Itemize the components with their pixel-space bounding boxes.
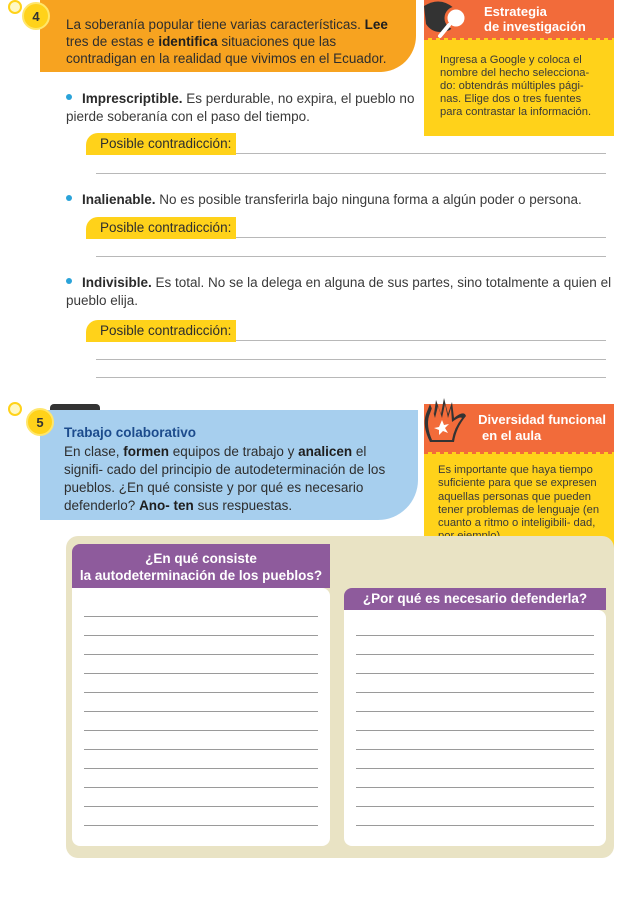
answer-line[interactable] [96,173,606,174]
answer-panel-2[interactable] [344,610,606,846]
writing-line [356,673,594,674]
question-2-header: ¿Por qué es necesario defenderla? [344,588,606,610]
instruction-verb: identifica [158,34,218,49]
answer-line[interactable] [236,340,606,341]
strategy-title-line1: Estrategia [484,4,547,19]
writing-line [84,654,318,655]
writing-line [84,673,318,674]
answer-line[interactable] [96,377,606,378]
answer-line[interactable] [236,237,606,238]
instruction-text: sus respuestas. [193,498,293,513]
instruction-text: La soberanía popular tiene varias características. [66,17,365,32]
question-1-header [72,544,330,588]
writing-line [356,749,594,750]
activity-4-number: 4 [22,2,50,30]
writing-line [84,787,318,788]
bullet-dot [66,94,72,100]
question-1-line2: la autodeterminación de los pueblos? [79,568,323,583]
list-item [66,191,614,209]
strategy-title-line2: de investigación [484,19,586,34]
hand-icon [420,396,470,446]
bullet-dot [66,278,72,284]
item-term: Indivisible. [82,275,152,290]
activity-5-instruction [40,410,418,520]
writing-line [84,825,318,826]
number-ring [8,0,22,14]
diversity-title-line1: Diversidad funcional [478,412,606,427]
writing-line [356,654,594,655]
strategy-body: Ingresa a Google y coloca el nombre del hecho selecciona- do: obtendrás múltiples pági- nas. Elige dos o tres fuentes para contrastar la información. [424,40,614,136]
writing-line [356,768,594,769]
activity-5-number: 5 [26,408,54,436]
writing-line [84,711,318,712]
answer-line[interactable] [96,256,606,257]
answer-line[interactable] [96,359,606,360]
instruction-verb: formen [123,444,170,459]
number-ring [8,402,22,416]
item-term: Imprescriptible. [82,91,183,106]
activity-5-title: Trabajo colaborativo [64,425,197,440]
writing-line [356,806,594,807]
item-text: Es perdurable, no expira, el pueblo no pierde soberanía con el paso del tiempo. [66,91,415,124]
instruction-text: el signifi- cado del principio de autodeterminación de los pueblos. ¿En qué consiste y por qué es necesario defenderlo? [64,444,386,513]
writing-line [356,730,594,731]
instruction-verb: analicen [298,444,353,459]
item-text: Es total. No se la delega en alguna de sus partes, sino totalmente a quien el pueblo elija. [66,275,612,308]
list-item [66,90,416,126]
instruction-text: equipos de trabajo y [169,444,299,459]
question-1-line1: ¿En qué consiste [145,551,257,566]
magnifier-icon [420,0,472,44]
instruction-verb: Ano- ten [139,498,194,513]
contradiction-label: Posible contradicción: [86,217,236,239]
writing-line [356,711,594,712]
writing-line [84,692,318,693]
bullet-dot [66,195,72,201]
activity-4-instruction [40,0,416,72]
answer-line[interactable] [236,153,606,154]
contradiction-label: Posible contradicción: [86,133,236,155]
writing-line [356,635,594,636]
writing-line [84,730,318,731]
item-term: Inalienable. [82,192,156,207]
writing-line [356,825,594,826]
answer-panel-1[interactable] [72,588,330,846]
list-item [66,274,614,310]
writing-line [356,787,594,788]
item-text: No es posible transferirla bajo ninguna forma a algún poder o persona. [155,192,582,207]
instruction-text: En clase, [64,444,124,459]
writing-line [356,692,594,693]
instruction-text: situaciones que las contradigan en la realidad que vivimos en el Ecuador. [66,34,387,66]
contradiction-label: Posible contradicción: [86,320,236,342]
writing-line [84,806,318,807]
writing-line [84,749,318,750]
diversity-title-line2: en el aula [482,428,542,443]
writing-line [84,635,318,636]
instruction-verb: Lee [364,17,388,32]
diversity-body: Es importante que haya tiempo suficiente para que se expresen aquellas personas que pueden tener problemas de lenguaje (en cuanto a ritmo o inteligibili- dad, [424,454,614,562]
writing-line [84,616,318,617]
writing-line [84,768,318,769]
instruction-text: tres de estas e [66,34,159,49]
